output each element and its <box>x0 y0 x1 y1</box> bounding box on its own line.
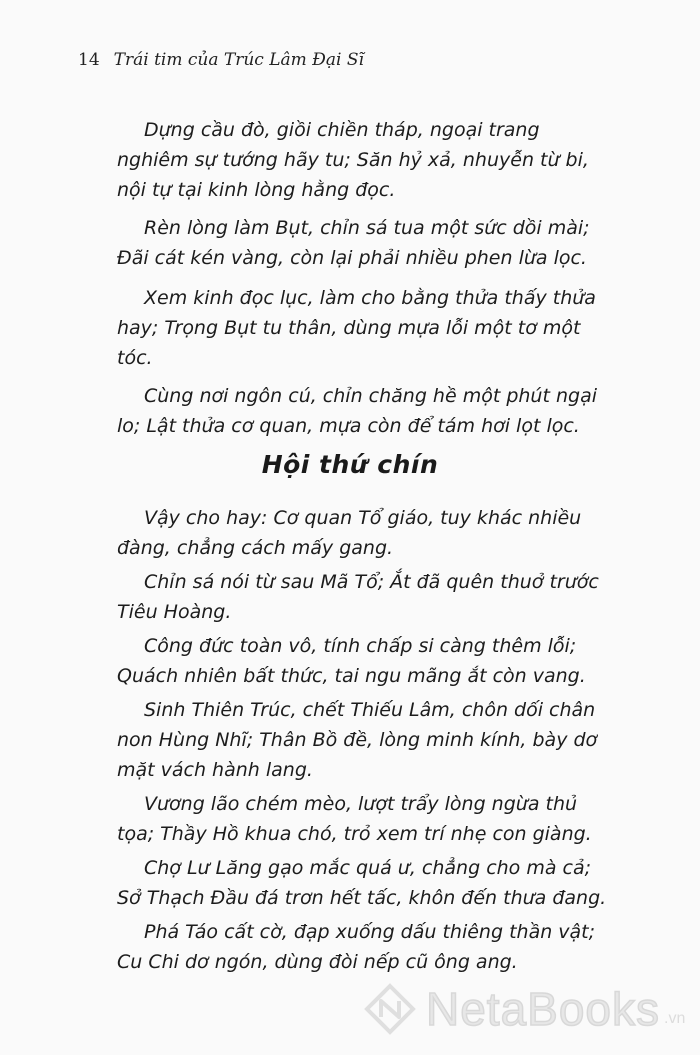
paragraph: Chợ Lư Lăng gạo mắc quá ư, chẳng cho mà cả; Sở Thạch Đầu đá trơn hết tấc, khôn đến thưa đang. <box>117 857 607 909</box>
running-header <box>78 50 364 70</box>
paragraph: Phá Táo cất cờ, đạp xuống dấu thiêng thần vật; Cu Chi dơ ngón, dùng đòi nếp cũ ông ang. <box>117 921 596 973</box>
paragraph: Rèn lòng làm Bụt, chỉn sá tua một sức dồi mài; Đãi cát kén vàng, còn lại phải nhiều phen lừa lọc. <box>117 217 590 269</box>
netabooks-watermark <box>364 982 685 1036</box>
paragraph: Cùng nơi ngôn cú, chỉn chăng hề một phút ngại lo; Lật thửa cơ quan, mựa còn để tám hơi lọt lọc. <box>117 385 597 437</box>
paragraph: Chỉn sá nói từ sau Mã Tổ; Ắt đã quên thuở trước Tiêu Hoàng. <box>117 571 599 623</box>
book-title: Trái tim của Trúc Lâm Đại Sĩ <box>113 50 364 70</box>
watermark-brand: NetaBooks <box>426 983 661 1035</box>
section-one-text <box>117 115 617 441</box>
netabooks-logo-icon <box>364 983 416 1035</box>
paragraph: Dựng cầu đò, giồi chiền tháp, ngoại trang nghiêm sự tướng hãy tu; Săn hỷ xả, nhuyễn từ bi, nội tự tại kinh lòng hằng đọc. <box>117 119 589 201</box>
chapter-heading: Hội thứ chín <box>261 450 439 479</box>
paragraph: Xem kinh đọc lục, làm cho bằng thửa thấy thửa hay; Trọng Bụt tu thân, dùng mựa lỗi một tơ một tóc. <box>117 287 596 369</box>
paragraph: Vậy cho hay: Cơ quan Tổ giáo, tuy khác nhiều đàng, chẳng cách mấy gang. <box>117 507 582 559</box>
paragraph: Sinh Thiên Trúc, chết Thiếu Lâm, chôn dối chân non Hùng Nhĩ; Thân Bồ đề, lòng minh kính, bày dơ mặt vách hành lang. <box>117 699 598 781</box>
page-number: 14 <box>78 50 100 70</box>
paragraph: Công đức toàn vô, tính chấp si càng thêm lỗi; Quách nhiên bất thức, tai ngu mãng ắt còn vang. <box>117 635 586 687</box>
section-two-text <box>117 503 617 977</box>
watermark-suffix: .vn <box>664 1010 686 1027</box>
paragraph: Vương lão chém mèo, lượt trẩy lòng ngừa thủ tọa; Thầy Hồ khua chó, trỏ xem trí nhẹ con giàng. <box>117 793 592 845</box>
